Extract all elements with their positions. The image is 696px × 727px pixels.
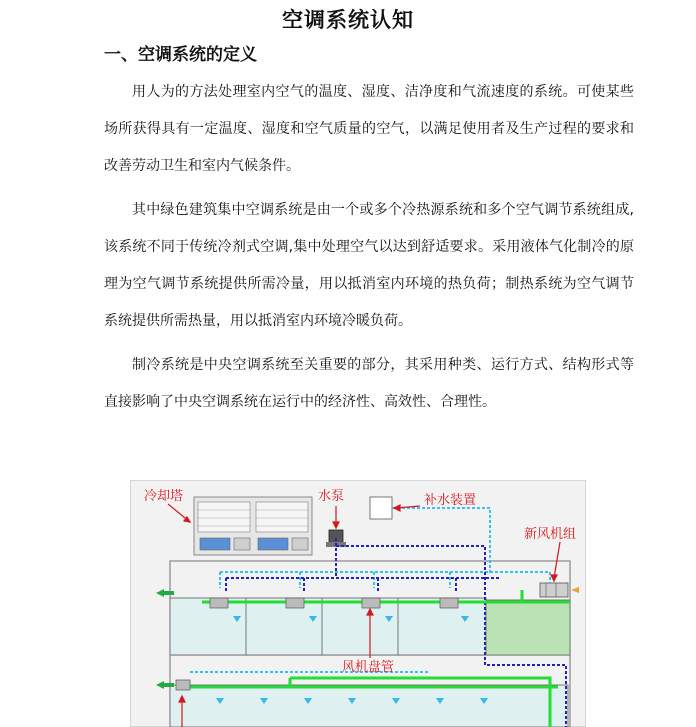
hvac-system-diagram: [130, 480, 586, 727]
paragraph-central-system: 其中绿色建筑集中空调系统是由一个或多个冷热源系统和多个空气调节系统组成, 该系统不同于传统冷剂式空调,集中处理空气以达到舒适要求。采用液体气化制冷的原理为空气调节系统提供所需冷量，用以抵消室内环境的热负荷；制热系统为空气调节系统提供所需热量，用以抵消室内环境冷暖负荷。: [104, 202, 634, 329]
paragraph-definition: 用人为的方法处理室内空气的温度、湿度、洁净度和气流速度的系统。可使某些场所获得具有一定温度、湿度和空气质量的空气，以满足使用者及生产过程的要求和改善劳动卫生和室内气候条件。: [104, 84, 634, 174]
cooling-tower-label: 冷却塔: [144, 489, 184, 504]
document-title: 空调系统认知: [282, 8, 414, 32]
makeup-water-label: 补水装置: [424, 493, 477, 508]
cooling-tower-unit: [194, 497, 312, 555]
fresh-air-unit-label: 新风机组: [524, 527, 577, 542]
water-pump-label: 水泵: [318, 489, 345, 504]
fresh-air-room: [486, 600, 570, 655]
section-heading: 一、空调系统的定义: [104, 45, 257, 65]
paragraph-refrigeration: 制冷系统是中央空调系统至关重要的部分，其采用种类、运行方式、结构形式等直接影响了中央空调系统在运行中的经济性、高效性、合理性。: [104, 357, 634, 410]
lower-floor-room: [170, 685, 568, 727]
fan-coil-label: 风机盘管: [342, 660, 395, 675]
makeup-water-tank: [370, 497, 392, 519]
